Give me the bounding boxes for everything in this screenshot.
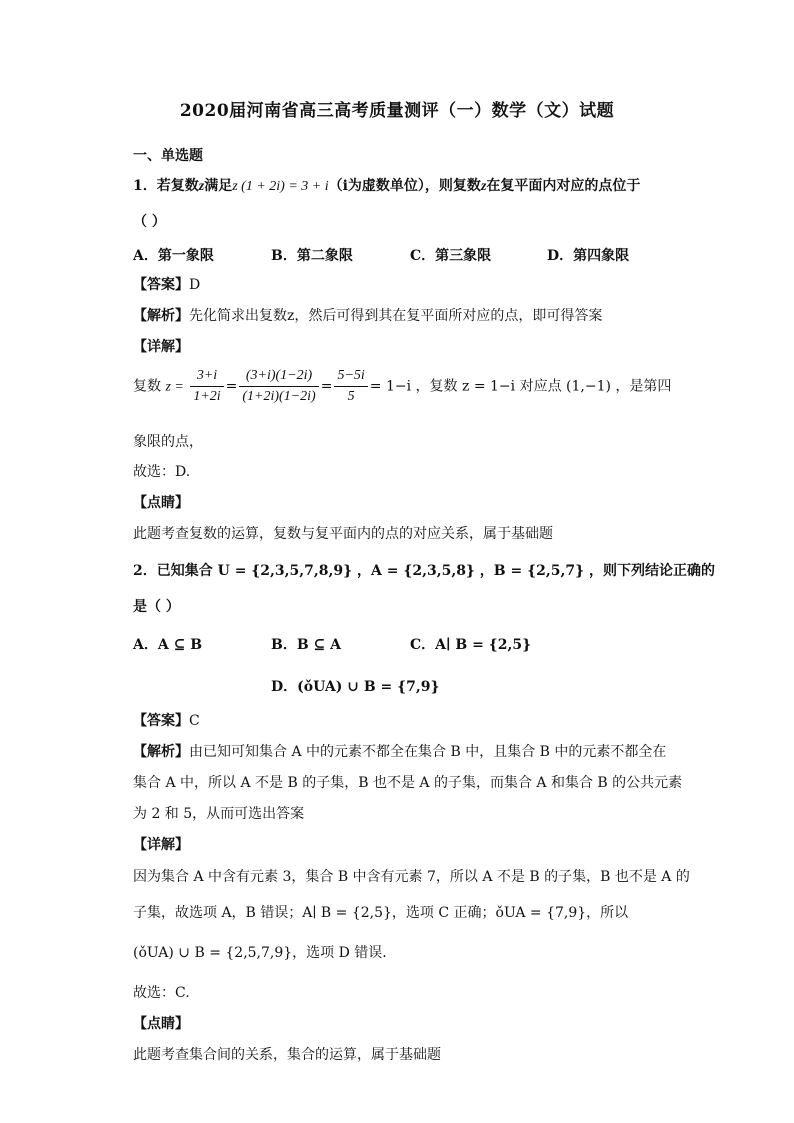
q1-analysis: 【解析】先化简求出复数z，然后可得到其在复平面所对应的点，即可得答案 (133, 308, 603, 324)
q2-conclusion: 故选：C. (133, 985, 190, 1001)
q2-analysis-2: 集合 A 中，所以 A 不是 B 的子集，B 也不是 A 的子集，而集合 A 和集合 B 的公共元素 (133, 775, 683, 791)
section-heading: 一、单选题 (133, 148, 203, 164)
q2-option-c: C．A∣ B = {2,5} (410, 637, 532, 653)
q2-detail-2: 子集，故选项 A，B 错误；A∣ B = {2,5}，选项 C 正确；ǒUA = {7,9}，所以 (133, 905, 629, 921)
page-title: 2020届河南省高三高考质量测评（一）数学（文）试题 (179, 101, 615, 121)
q1-option-b: B．第二象限 (271, 248, 353, 264)
question-1-paren: （ ） (133, 214, 166, 230)
question-2-stem: 2．已知集合 U = {2,3,5,7,8,9} ，A = {2,3,5,8} ，B = {2,5,7} ，则下列结论正确的 (133, 563, 715, 579)
q2-detail-3: (ǒUA) ∪ B = {2,5,7,9}，选项 D 错误. (133, 945, 387, 961)
fraction-2: $\frac{(3+i)(1-2i)}{(1+2i)(1-2i)}$ (239, 366, 318, 407)
q1-conclusion: 故选：D. (133, 464, 191, 480)
q1-option-d: D．第四象限 (547, 248, 630, 264)
q2-option-d: D．(ǒUA) ∪ B = {7,9} (271, 679, 440, 695)
q2-option-a: A．A ⊆ B (133, 637, 203, 653)
q2-detail-heading: 【详解】 (133, 837, 189, 853)
q1-answer: 【答案】D (133, 277, 201, 293)
q1-detail-heading: 【详解】 (133, 339, 189, 355)
q1-option-a: A．第一象限 (133, 248, 214, 264)
question-1-stem: 1．若复数z满足z (1 + 2i) = 3 + i（i为虚数单位），则复数z在复平面内对应的点位于 (133, 178, 641, 194)
q1-remark-heading: 【点睛】 (133, 495, 189, 511)
q2-analysis-3: 为 2 和 5，从而可选出答案 (133, 806, 305, 822)
question-2-paren: 是（ ） (133, 599, 180, 615)
q1-detail-formula: 复数 z = $\frac{3+i}{1+2i}$ = $\frac{(3+i)(1-2i)}{(1+2i)(1-2i)}$ = $\frac{5-5i}{5}$ = 1−i ，复数 z = 1−i 对应点 (1,−1) ，是第四 (133, 366, 671, 407)
q2-option-b: B．B ⊆ A (271, 637, 342, 653)
q1-option-c: C．第三象限 (410, 248, 492, 264)
q1-remark: 此题考查复数的运算，复数与复平面内的点的对应关系，属于基础题 (133, 526, 553, 542)
q2-remark: 此题考查集合间的关系，集合的运算，属于基础题 (133, 1047, 441, 1063)
fraction-1: $\frac{3+i}{1+2i}$ (190, 366, 223, 407)
q2-remark-heading: 【点睛】 (133, 1016, 189, 1032)
q2-answer: 【答案】C (133, 713, 200, 729)
fraction-3: $\frac{5-5i}{5}$ (334, 366, 367, 407)
q1-detail-continuation: 象限的点， (133, 434, 203, 450)
q2-analysis-1: 【解析】由已知可知集合 A 中的元素不都全在集合 B 中，且集合 B 中的元素不都全在 (133, 744, 667, 760)
q2-detail-1: 因为集合 A 中含有元素 3，集合 B 中含有元素 7，所以 A 不是 B 的子集，B 也不是 A 的 (133, 869, 690, 885)
